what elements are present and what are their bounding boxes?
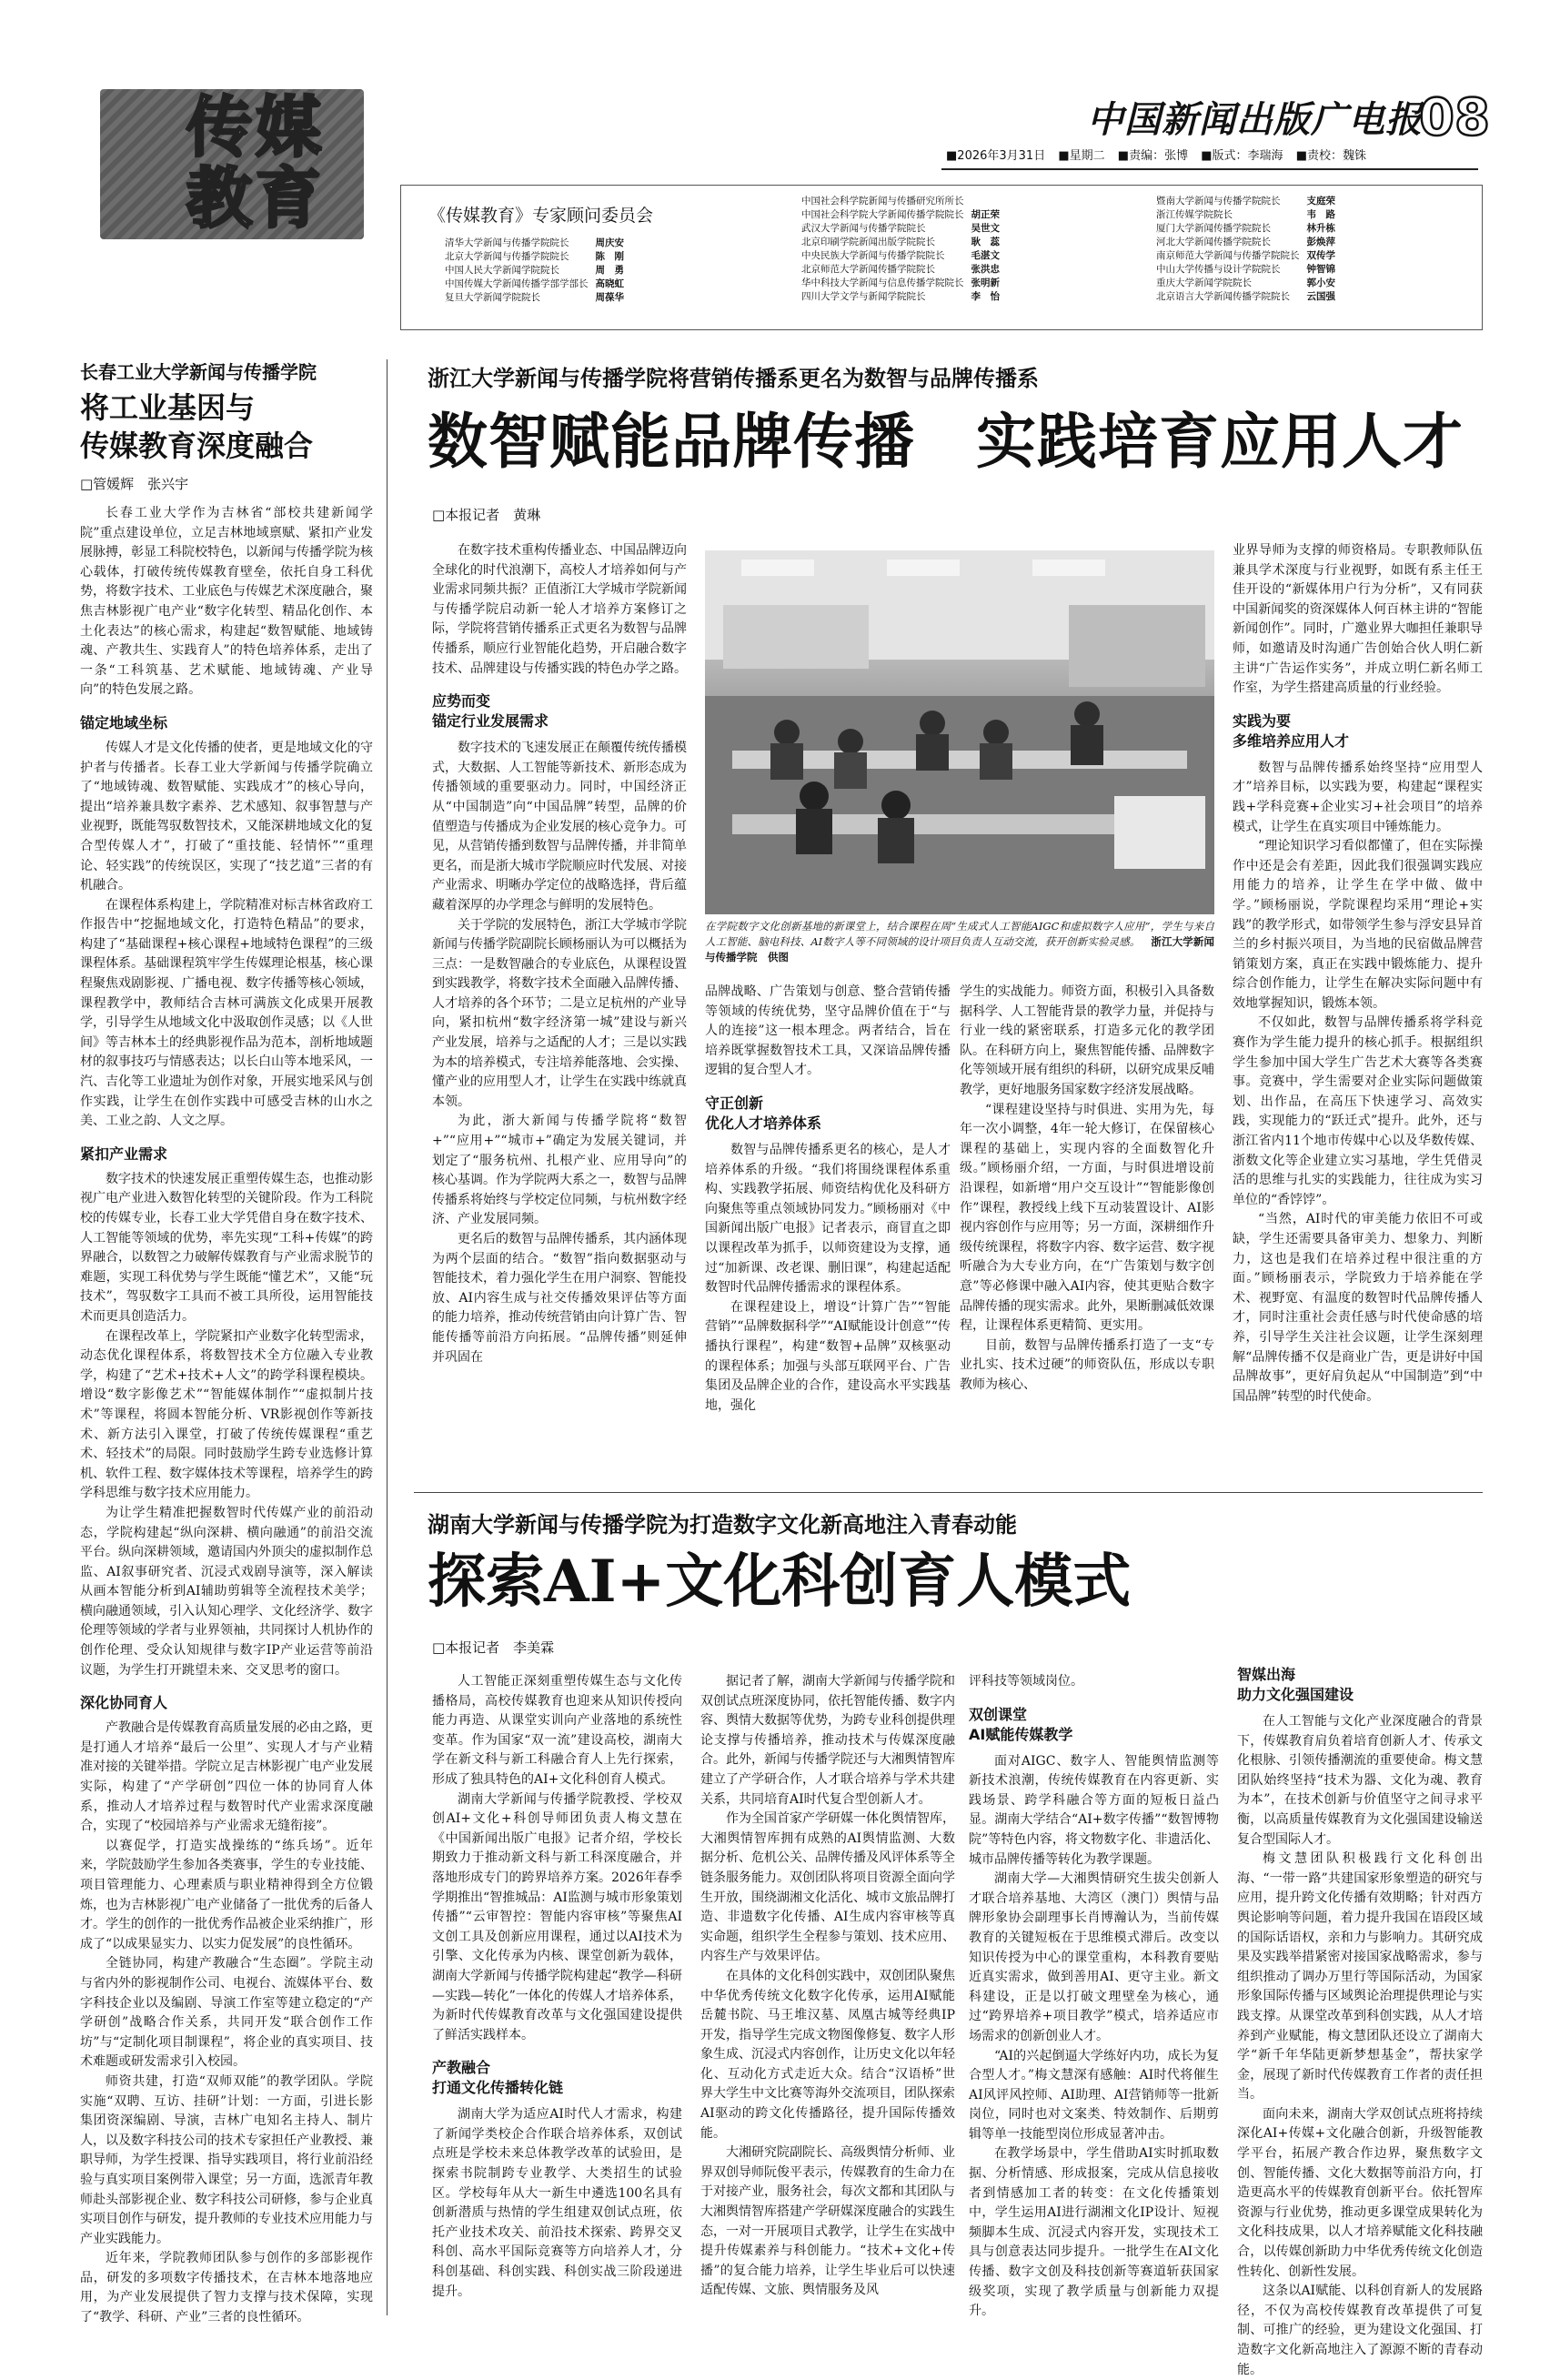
bottom-col1	[432, 1672, 682, 2318]
committee-row	[445, 291, 624, 305]
committee-org: 浙江传媒学院院长	[1156, 209, 1233, 220]
committee-row	[1156, 263, 1335, 277]
proofreader-marker: ■	[1295, 149, 1307, 163]
committee-org: 武汉大学新闻与传播学院院长	[801, 223, 926, 234]
committee-org: 南京师范大学新闻与传播学院院长	[1156, 250, 1300, 261]
left-s3-p4: 师资共建，打造“双师双能”的教学团队。学院实施“双聘、互访、挂研”计划：一方面，引进长影集团资深编剧、导演，吉林广电知名主持人、制片人，以及数字科技公司的技术专家担任产业教授、兼职导师，为学生授课、指导实践项目，将行业前沿经验与真实项目案例带入课堂；另一方面，选派青年教师赴头部影视企业、数字科技公司研修，参与企业真实项目创作与研发，提升教师的专业技术应用能力与产业实践能力。	[80, 2073, 373, 2246]
top-col1-h2: 锚定行业发展需求	[432, 712, 549, 731]
committee-org: 复旦大学新闻学院院长	[445, 292, 540, 303]
page-number: 08	[1419, 88, 1490, 147]
bottom-col2-p1: 据记者了解，湖南大学新闻与传播学院和双创试点班深度协同，依托智能传播、数字内容、舆情大数据等优势，为跨专业科创提供理论支撑与传播培养，推动技术与传媒深度融合。此外，新闻与传播学院还与大湘舆情智库建立了产学研合作，人才联合培养与学术共建关系，共同培育AI时代复合型创新人才。	[700, 1674, 955, 1807]
committee-org: 中国社会科学院大学新闻传播学院院长	[801, 209, 964, 220]
designer: 版式：李瑞海	[1212, 149, 1283, 163]
committee-member: 钟智锦	[1306, 264, 1335, 275]
left-s1-p1: 传媒人才是文化传播的使者，更是地域文化的守护者与传播者。长春工业大学新闻与传播学院确立了“地域铸魂、数智赋能、实践成才”的核心导向，提出“培养兼具数字素养、艺术感知、叙事智慧与产业视野，既能驾驭数智技术，又能深耕地域文化的复合型传媒人才”，打破了“重技能、轻情怀”“重理论、轻实践”的传统误区，实现了“技艺道”三者的有机融合。	[80, 740, 373, 893]
left-kicker: 长春工业大学新闻与传播学院	[80, 361, 317, 383]
left-s3-p1: 产教融合是传媒教育高质量发展的必由之路，更是打通人才培养“最后一公里”、实现人才与产业精准对接的关键举措。学院立足吉林影视广电产业发展实际，构建了“产学研创”四位一体的协同育人体系，推动人才培养过程与数智时代产业需求深度融合，实现了“校园培养与产业需求无缝衔接”。	[80, 1720, 373, 1834]
top-col1-p5: 更名后的数智与品牌传播系，其内涵体现为两个层面的结合。“数智”指向数据驱动与智能技术，着力强化学生在用户洞察、智能投放、AI内容生成与社交传播效果评估等方面的能力培养，推动传统营销由向计算广告、智能传播等前沿方向拓展。“品牌传播”则延伸并巩固在	[432, 1232, 687, 1365]
bottom-col2-p3: 在具体的文化科创实践中，双创团队聚焦中华优秀传统文化数字化传承，运用AI赋能岳麓书院、马王堆汉墓、凤凰古城等经典IP开发，指导学生完成文物图像修复、数字人形象生成、沉浸式内容创作，让历史文化以年轻化、互动化方式走近大众。结合“汉语桥”世界大学生中文比赛等海外交流项目，团队探索AI驱动的跨文化传播路径，提升国际传播效能。	[700, 1968, 955, 2141]
committee-row	[1156, 195, 1335, 208]
top-col4	[1233, 541, 1483, 1478]
left-s2-p3: 为让学生精准把握数智时代传媒产业的前沿动态，学院构建起“纵向深耕、横向融通”的前沿交流平台。纵向深耕领域，邀请国内外顶尖的虚拟制作总监、AI叙事研究者、沉浸式戏剧导演等，深入解读从画本智能分析到AI辅助剪辑等全流程技术美学；横向融通领域，引入认知心理学、文化经济学、数字伦理等领域的学者与业界领袖，共同探讨人机协作的创作伦理、受众认知规律与数字IP产业运营等前沿议题，为学生打开跳望未来、交叉思考的窗口。	[80, 1505, 373, 1678]
masthead-rule	[941, 168, 1478, 170]
top-col4-p3: “理论知识学习看似都懂了，但在实际操作中还是会有差距，因此我们很强调实践应用能力的培养，让学生在学中做、做中学。”顾杨丽说，学院课程均采用“理论+实践”的教学形式，如带领学生参与浮安县异首兰的乡村振兴项目，为当地的民宿做品牌营销策划方案，真正在实践中锻炼能力、提升综合创作能力，让学生在解决实际问题中有效地掌握知识，锻炼本领。	[1233, 839, 1483, 1011]
left-article	[80, 359, 373, 2325]
photo-caption-text: 在学院数字文化创新基地的新课堂上，结合课程在周“生成式人工智能AIGC和虚拟数字人应用”，学生与来自人工智能、脑电科技、AI数字人等不同领域的设计项目负责人互动交流，获开创新实验灵感。	[705, 920, 1214, 948]
bottom-col4-p3: 面向未来，湖南大学双创试点班将持续深化AI+传媒+文化融合创新，升级智能教学平台，拓展产教合作边界，聚焦数字文创、智能传播、文化大数据等前沿方向，打造更高水平的传媒教育创新平台。依托智库资源与行业优势，推动更多课堂成果转化为文化科技成果，以人才培养赋能文化科技融合，以传媒创新助力中华优秀传统文化创造性转化、创新性发展。	[1237, 2106, 1483, 2279]
bottom-col4-p2: 梅文慧团队积极践行文化科创出海、“一带一路”共建国家形象塑造的研究与应用，提升跨文化传播有效期略；针对西方舆论影响等问题，着力提升我国在语段区域的国际话语权，亲和力与影响力。其研究成果及实践举措紧密对接国家战略需求，参与组织推动了调办万里行等国际活动，为国家形象国际传播与区域舆论治理提供理论与实践支撑。从课堂改革到科创实践，从人才培养到产业赋能，梅文慧团队还设立了湖南大学“新千年华陆更新梦想基金”，帮扶家学金，展现了新时代传媒教育工作者的责任担当。	[1237, 1851, 1483, 2103]
committee-member: 陈 刚	[595, 251, 624, 262]
top-kicker: 浙江大学新闻与传播学院将营销传播系更名为数智与品牌传播系	[428, 366, 1039, 391]
article-separator	[414, 1492, 1483, 1493]
left-s3-p3: 全链协同，构建产教融合“生态圈”。学院主动与省内外的影视制作公司、电视台、流媒体平台、数字科技企业以及编剧、导演工作室等建立稳定的“产学研创”战略合作关系，共同开发“联合创作工作坊”与“定制化项目制课程”，将企业的真实项目、技术难题或研发需求引入校园。	[80, 1956, 373, 2070]
committee-row	[1156, 222, 1335, 236]
committee-org: 北京印刷学院新闻出版学院院长	[801, 237, 935, 247]
committee-member: 高晓虹	[595, 278, 624, 289]
committee-member: 林升栋	[1306, 223, 1335, 234]
top-col2-p3: 在课程建设上，增设“计算广告”“智能营销”“品牌数据科学”“AI赋能设计创意”“传播执行课程”，构建“数智+品牌”双核驱动的课程体系；加强与头部互联网平台、广告集团及品牌企业的合作，建设高水平实践基地，强化	[705, 1299, 951, 1413]
left-intro: 长春工业大学作为吉林省“部校共建新闻学院”重点建设单位，立足吉林地域禀赋、紧扣产业发展脉搏，彰显工科院校特色，以新闻与传播学院为核心载体，打破传统传媒教育壁垒，依托自身工科优势，将数字技术、工业底色与传媒艺术深度融合，聚焦吉林影视广电产业“数字化转型、精品化创作、本土化表达”的核心需求，构建起“数智赋能、地域铸魂、产教共生、实践育人”的特色培养体系，走出了一条“工科筑基、艺术赋能、地域铸魂、产业导向”的特色发展之路。	[80, 506, 373, 698]
committee-org: 华中科技大学新闻与信息传播学院院长	[801, 277, 964, 288]
section-logo	[100, 89, 364, 239]
top-col1-p4: 为此，浙大新闻与传播学院将“数智+”“应用+”“城市+”确定为发展关键词，并划定了“服务杭州、扎根产业、应用导向”的核心基调。作为学院两大系之一，数智与品牌传播系将始终与学校定位同频，与杭州数字经济、产业发展同频。	[432, 1114, 687, 1227]
proofreader: 责校：魏铢	[1307, 149, 1367, 163]
committee-row	[1156, 277, 1335, 290]
bottom-col1-h1: 产教融合	[432, 2059, 491, 2077]
left-s3-p5: 近年来，学院教师团队参与创作的多部影视作品，研发的多项数字传播技术，在吉林本地落地应用，为产业发展提供了智力支撑与技术保障，实现了“教学、科研、产业”三者的良性循环。	[80, 2251, 373, 2325]
editor: 责编：张博	[1129, 149, 1189, 163]
committee-member: 郭小安	[1306, 277, 1335, 288]
bottom-col1-p2: 湖南大学新闻与传播学院教授、学校双创AI+文化+科创导师团负责人梅文慧在《中国新闻出版广电报》记者介绍，学校长期致力于推动新文科与新工科深度融合，并落地形成专门的跨界培养方案。2026年春季学期推出“智推城品：AI监测与城市形象策划传播”“云审智控：智能内容审核”等聚焦AI文创工具及创新应用课程，通过以AI技术为引擎、文化传承为内核、课堂创新为载体，湖南大学新闻与传播学院构建起“教学—科研—实践—转化”一体化的传媒人才培养体系，为新时代传媒教育改革与文化强国建设提供了鲜活实践样本。	[432, 1791, 682, 2042]
committee-member: 云国强	[1306, 291, 1335, 302]
top-title: 数智赋能品牌传播 实践培育应用人才	[428, 406, 1464, 477]
left-s1-head: 锚定地域坐标	[80, 713, 168, 731]
left-title-2: 传媒教育深度融合	[80, 429, 314, 463]
committee-row	[801, 195, 1000, 208]
committee-org: 北京大学新闻与传播学院院长	[445, 251, 569, 262]
photo-caption	[705, 919, 1214, 973]
committee-member: 周 勇	[595, 265, 624, 276]
bottom-col3-p3: 湖南大学—大湘舆情研究生拔尖创新人才联合培养基地、大湾区（澳门）舆情与品牌形象协会副理事长肖博瀚认为，当前传媒教育的关键短板在于思维模式滞后。改变以知识传授为中心的课堂重构，本科教育要贴近真实需求，做到善用AI、更守主业。新文科建设，正是以打破文理壁垒为核心，通过“跨界培养+项目教学”模式，培养适应市场需求的创新创业人才。	[969, 1871, 1219, 2043]
left-column-divider	[387, 359, 388, 2315]
bottom-title: 探索AI+文化科创育人模式	[428, 1548, 1132, 1616]
left-s3-p2: 以赛促学，打造实战操练的“练兵场”。近年来，学院鼓励学生参加各类赛事，学生的专业技能、项目管理能力、心理素质与职业精神得到全方位锻炼，也为吉林影视广电产业储备了一批优秀的后备人才。学生的创作的一批优秀作品被企业采纳推广，形成了“以成果显实力、以实力促发展”的良性循环。	[80, 1838, 373, 1951]
top-col2-h2: 优化人才培养体系	[705, 1114, 822, 1132]
committee-row	[801, 236, 1000, 249]
committee-org: 北京语言大学新闻传播学院院长	[1156, 291, 1290, 302]
bottom-byline: □本报记者 李美霖	[432, 1639, 555, 1656]
top-col2	[705, 983, 951, 1478]
top-col3-p1: 学生的实战能力。师资方面，积极引入具备数据科学、人工智能背景的教学力量，并促持与行业一线的紧密联系，打造多元化的教学团队。在科研方向上，聚焦智能传播、品牌数字化等领域开展有组织的科研，以研究成果反哺教学，更好地服务国家数字经济发展战略。	[960, 984, 1214, 1097]
classroom-illustration	[705, 550, 1214, 914]
top-col1-h1: 应势而变	[432, 692, 491, 711]
committee-member: 耿 蕊	[971, 237, 1000, 247]
top-col4-p2: 数智与品牌传播系始终坚持“应用型人才”培养目标，以实践为要，构建起“课程实践+学科竞赛+企业实习+社会项目”的培养模式，让学生在真实项目中锤炼能力。	[1233, 760, 1483, 834]
top-col4-p5: “当然，AI时代的审美能力依旧不可或缺，学生还需要具备审美力、想象力、判断力，这也是我们在培养过程中很注重的方面。”顾杨丽表示，学院致力于培养能在学术、视野宽、有温度的数智时代品牌传播人才，同时注重社会责任感与时代使命感的培养，引导学生关注社会议题，让学生深刻理解“品牌传播不仅是商业广告，更是讲好中国品牌故事”，更好肩负起从“中国制造”到“中国品牌”转型的时代使命。	[1233, 1212, 1483, 1404]
bottom-col4-h1: 智媒出海	[1237, 1666, 1296, 1683]
top-col4-p1: 业界导师为支撑的师资格局。专职教师队伍兼具学术深度与行业视野，如既有系主任王佳开设的“新媒体用户行为分析”，又有同获中国新闻奖的资深媒体人何百林主讲的“智能新闻创作”。同时，广邀业界大咖担任兼职导师，如邀请及时沟通广告创始合伙人明仁新主讲“广告运作实务”，并成立明仁新名师工作室，为学生搭建高质量的行业经验。	[1233, 543, 1483, 696]
top-col1-p3: 关于学院的发展特色，浙江大学城市学院新闻与传播学院副院长顾杨丽认为可以概括为三点：一是数智融合的专业底色，从课程设置到实践教学，将数字技术全面融入品牌传播、人才培养的各个环节；二是立足杭州的产业导向，紧扣杭州“数字经济第一城”建设与新兴产业发展，培养与之适配的人才；三是以实践为本的培养模式，专注培养能落地、会实操、懂产业的应用型人才，让学生在实践中练就真本领。	[432, 917, 687, 1109]
bottom-col3-p4: “AI的兴起倒逼大学练好内功，成长为复合型人才。”梅文慧深有感触：AI时代将催生AI风评风控师、AI助理、AI营销师等一批新岗位，同时也对文案类、特效制作、后期剪辑等单一技能型岗位形成显著冲击。	[969, 2048, 1219, 2142]
top-col1-p1: 在数字技术重构传播业态、中国品牌迈向全球化的时代浪潮下，高校人才培养如何与产业需求同频共振？正值浙江大学城市学院新闻与传播学院启动新一轮人才培养方案修订之际，学院将营销传播系正式更名为数智与品牌传播系，顺应行业智能化趋势，开启融合数字技术、品牌建设与传播实践的特色办学之路。	[432, 543, 687, 676]
bottom-col3-p2: 面对AIGC、数字人、智能舆情监测等新技术浪潮，传统传媒教育在内容更新、实践场景、跨学科融合等方面的短板日益凸显。湖南大学结合“AI+数字传播”“数智博物院”等特色内容，将文物数字化、非遗活化、城市品牌传播等转化为教学课题。	[969, 1753, 1219, 1867]
committee-org: 重庆大学新闻学院院长	[1156, 277, 1252, 288]
committee-row	[1156, 208, 1335, 222]
top-byline: □本报记者 黄琳	[432, 507, 541, 523]
top-col3-p3: 目前，数智与品牌传播系打造了一支“专业扎实、技术过硬”的师资队伍，形成以专职教师为核心、	[960, 1337, 1214, 1392]
committee-org: 中国社会科学院新闻与传播研究所所长	[801, 196, 964, 207]
top-col1	[432, 541, 687, 1478]
committee-row	[1156, 249, 1335, 263]
bottom-col2-p4: 大湘研究院副院长、高级舆情分析师、业界双创导师阮俊平表示，传媒教育的生命力在于对接产业，服务社会，每次文都和其团队与大湘舆情智库搭建产学研媒深度融合的实践生态，一对一开展项目式教学，让学生在实战中提升传媒素养与科创能力。“技术+文化+传播”的复合能力培养，让学生毕业后可以快速适配传媒、文旅、舆情服务及风	[700, 2145, 955, 2298]
bottom-col4	[1237, 1665, 1483, 2377]
committee-org: 四川大学文学与新闻学院院长	[801, 291, 926, 302]
committee-org: 中国传媒大学新闻传播学部学部长	[445, 278, 589, 289]
date: 2026年3月31日	[957, 149, 1046, 163]
top-col4-p4: 不仅如此，数智与品牌传播系将学科竞赛作为学生能力提升的核心抓手。根据组织学生参加中国大学生广告艺术大赛等各类赛事。竞赛中，学生需要对企业实际问题做策划、出作品，在高压下快速学习、高效实践，实现能力的“跃迁式”提升。此外，还与浙江省内11个地市传媒中心以及华数传媒、浙数文化等企业建立实习基地，学生凭借灵活的思维与扎实的实践能力，往往成为实习单位的“香饽饽”。	[1233, 1015, 1483, 1207]
committee-member: 周葆华	[595, 292, 624, 303]
left-s2-p1: 数字技术的快速发展正重塑传媒生态，也推动影视广电产业进入数智化转型的关键阶段。作为工科院校的传媒专业，长春工业大学凭借自身在数字技术、人工智能等领域的优势，率先实现“工科+传媒”的跨界融合，以数智之力破解传媒教育与产业需求脱节的难题，实现工科优势与学生既能“懂艺术”，又能“玩技术”，驾驭数字工具而不被工具所役，运用智能技术而更具创造活力。	[80, 1171, 373, 1324]
top-col3	[960, 983, 1214, 1478]
photo-credit: 浙江大学新闻与传播学院 供图	[705, 935, 1215, 963]
top-col2-p1: 品牌战略、广告策划与创意、整合营销传播等领域的传统优势，坚守品牌价值在于“与人的连接”这一根本理念。两者结合，旨在培养既掌握数智技术工具，又深谙品牌传播逻辑的复合型人才。	[705, 984, 951, 1078]
bottom-col4-h2: 助力文化强国建设	[1237, 1686, 1354, 1703]
committee-row	[801, 208, 1000, 222]
editor-marker: ■	[1117, 149, 1130, 163]
committee-row	[445, 237, 624, 250]
committee-member: 胡正荣	[971, 209, 1000, 220]
weekday-marker: ■	[1058, 149, 1070, 163]
section-name-2: 教育	[186, 159, 326, 237]
date-line	[946, 148, 1492, 165]
bottom-col3	[969, 1672, 1219, 2318]
committee-member: 支庭荣	[1306, 196, 1335, 207]
left-byline: □管媛辉 张兴宇	[80, 476, 189, 492]
bottom-col2-p2: 作为全国首家产学研媒一体化舆情智库，大湘舆情智库拥有成熟的AI舆情监测、大数据分析、危机公关、品牌传播及风评体系等全链条服务能力。双创团队将项目资源全面向学生开放，围绕湖湘文化活化、城市文旅品牌打造、非遗数字化传播、AI生成内容审核等真实命题，组织学生全程参与策划、技术应用、内容生产与效果评估。	[700, 1811, 955, 1964]
left-s2-p2: 在课程改革上，学院紧扣产业数字化转型需求，动态优化课程体系，将数智技术全方位融入专业教学，构建了“艺术+技术+人文”的跨学科课程模块。增设“数字影像艺术”“智能媒体制作”“虚拟制片技术”等课程，将圆本智能分析、VR影视创作等新技术、新方法引入课堂，打破了传统传媒课程“重艺术、轻技术”的局限。同时鼓励学生跨专业选修计算机、软件工程、数字媒体技术等课程，培养学生的跨学科思维与数字技术应用能力。	[80, 1328, 373, 1501]
classroom-photo	[705, 550, 1214, 914]
top-col3-p2: “课程建设坚持与时俱进、实用为先，每年一次小调整，4年一轮大修订，在保留核心课程的基础上，实现内容的全面数智化升级。”顾杨丽介绍，一方面，与时俱进增设前沿课程，如新增“用户交互设计”“智能影像创作”课程，教授线上线下互动装置设计、AI影视内容创作与应用等；另一方面，深耕细作升级传统课程，将数字内容、数字运营、数字视听融合为大专业方向，在“广告策划与数字创意”等必修课中融入AI内容，使其更贴合数字品牌传播的现实需求。此外，果断删减低效课程，让课程体系更精简、更实用。	[960, 1102, 1214, 1334]
committee-org: 暨南大学新闻与传播学院院长	[1156, 196, 1281, 207]
committee-col2	[801, 195, 1000, 304]
bottom-col4-p4: 这条以AI赋能、以科创育新人的发展路径，不仅为高校传媒教育改革提供了可复制、可推广的经验，更为建设文化强国、打造数字文化新高地注入了源源不断的青春动能。	[1237, 2284, 1483, 2377]
bottom-col3-h1: 双创课堂	[969, 1705, 1028, 1723]
top-col1-p2: 数字技术的飞速发展正在颠覆传统传播模式，大数据、人工智能等新技术、新形态成为传播领域的重要驱动力。同时，中国经济正从“中国制造”向“中国品牌”转型，品牌的价值塑造与传播成为企业发展的核心竞争力。可见，从营销传播到数智与品牌传播，并非简单更名，而是浙大城市学院顺应时代发展、对接产业需求、明晰办学定位的战略选择，背后蕴藏着深厚的办学理念与鲜明的发展特色。	[432, 741, 687, 913]
committee-org: 北京师范大学新闻传播学院院长	[801, 264, 935, 275]
committee-title: 《传媒教育》专家顾问委员会	[428, 206, 654, 226]
bottom-col2	[700, 1672, 955, 2318]
bottom-col3-p5: 在教学场景中，学生借助AI实时抓取数据、分析情感、形成报案，完成从信息接收者到情感加工者的转变：在文化传播策划中，学生运用AI进行湖湘文化IP设计、短视频脚本生成、沉浸式内容开发，实现技术工具与创意表达同步提升。一批学生在AI文化传播、数字文创及科技创新等赛道斩获国家级奖项，实现了教学质量与创新能力双提升。	[969, 2146, 1219, 2319]
committee-row	[801, 290, 1000, 304]
bottom-col4-p1: 在人工智能与文化产业深度融合的背景下，传媒教育肩负着培育创新人才、传承文化根脉、引领传播潮流的重要使命。梅文慧团队始终坚持“技术为器、文化为魂、教育为本”，在技术创新与价值坚守之间寻求平衡，以高质量传媒教育为文化强国建设输送复合型国际人才。	[1237, 1714, 1483, 1847]
left-s1-p2: 在课程体系构建上，学院精准对标吉林省政府工作报告中“挖掘地域文化，打造特色精品”的要求，构建了“基础课程+核心课程+地域特色课程”的三级课程体系。基础课程筑牢学生传媒理论根基，核心课程聚焦戏剧影视、广播电视、数字传播等核心领域，课程教学中，教师结合吉林可满族文化成果开展教学，引导学生从地域文化中汲取创作灵感；以《人世间》等吉林本土的经典影视作品为范本，剖析地域题材的叙事技巧与情感表达；以长白山等本地采风，一汽、吉化等工业遗址为创作对象，开展实地采风与创作实践，让学生在创作实践中可感受吉林的山水之美、工业之韵、人文之厚。	[80, 897, 373, 1129]
committee-member: 韦 路	[1306, 209, 1335, 220]
committee-org: 清华大学新闻与传播学院院长	[445, 237, 569, 248]
committee-row	[1156, 236, 1335, 249]
committee-row	[445, 250, 624, 264]
section-name-1: 传媒	[186, 88, 326, 166]
committee-member	[964, 195, 1001, 208]
bottom-col3-p1: 评科技等领域岗位。	[969, 1674, 1083, 1689]
committee-org: 河北大学新闻传播学院院长	[1156, 237, 1271, 247]
top-col4-h2: 多维培养应用人才	[1233, 731, 1350, 750]
committee-row	[801, 222, 1000, 236]
left-s2-head: 紧扣产业需求	[80, 1145, 168, 1163]
committee-col3	[1156, 195, 1335, 304]
committee-row	[1156, 290, 1335, 304]
committee-row	[801, 277, 1000, 290]
weekday: 星期二	[1069, 149, 1105, 163]
committee-org: 厦门大学新闻传播学院院长	[1156, 223, 1271, 234]
committee-member: 吴世文	[971, 223, 1000, 234]
committee-row	[445, 264, 624, 277]
left-s3-head: 深化协同育人	[80, 1694, 168, 1712]
committee-org: 中央民族大学新闻与传播学院院长	[801, 250, 945, 261]
bottom-col3-h2: AI赋能传媒教学	[969, 1725, 1073, 1743]
committee-row	[445, 277, 624, 291]
committee-member: 双传学	[1306, 250, 1335, 261]
committee-col1	[445, 237, 624, 305]
top-col4-h1: 实践为要	[1233, 711, 1292, 730]
committee-row	[801, 263, 1000, 277]
committee-member: 彭焕萍	[1306, 237, 1335, 247]
paper-name: 中国新闻出版广电报	[1087, 98, 1423, 141]
bottom-kicker: 湖南大学新闻与传播学院为打造数字文化新高地注入青春动能	[428, 1512, 1017, 1538]
committee-box	[400, 185, 1483, 330]
committee-org: 中山大学传播与设计学院院长	[1156, 264, 1281, 275]
bottom-col1-p1: 人工智能正深刻重塑传媒生态与文化传播格局，高校传媒教育也迎来从知识传授向能力再造、从课堂实训向产业落地的系统性变革。作为国家“双一流”建设高校，湖南大学在新文科与新工科融合育人上先行探索，形成了独具特色的AI+文化科创育人模式。	[432, 1674, 682, 1787]
committee-org: 中国人民大学新闻学院院长	[445, 265, 559, 276]
left-title-1: 将工业基因与	[80, 390, 256, 425]
committee-member: 毛湛文	[971, 250, 1000, 261]
committee-member: 张洪忠	[971, 264, 1000, 275]
committee-member: 李 怡	[971, 291, 1000, 302]
designer-marker: ■	[1201, 149, 1213, 163]
committee-member: 张明新	[971, 277, 1000, 288]
date-marker: ■	[946, 149, 958, 163]
committee-member: 周庆安	[595, 237, 624, 248]
bottom-col1-h2: 打通文化传播转化链	[432, 2079, 564, 2097]
top-col2-p2: 数智与品牌传播系更名的核心，是人才培养体系的升级。“我们将围绕课程体系重构、实践教学拓展、师资结构优化及科研方向聚焦等重点领域协同发力。”顾杨丽对《中国新闻出版广电报》记者表示，商冒直之即以课程改革为抓手，以师资建设为支撑，通过“加新课、改老课、删旧课”，构建起适配数智时代品牌传播需求的课程体系。	[705, 1142, 951, 1296]
top-col2-h1: 守正创新	[705, 1094, 764, 1112]
committee-row	[801, 249, 1000, 263]
bottom-col1-p3: 湖南大学为适应AI时代人才需求，构建了新闻学类校企合作联合培养体系，双创试点班是学校未来总体教学改革的试验田，是探索书院制跨专业教学、大类招生的试验区。学校每年从大一新生中遴选100名具有创新潜质与热情的学生组建双创试点班，依托产业技术攻关、前沿技术探索、跨界交叉科创、高水平国际竞赛等方向培养人才，分科创基础、科创实践、科创实战三阶段递进提升。	[432, 2107, 682, 2299]
